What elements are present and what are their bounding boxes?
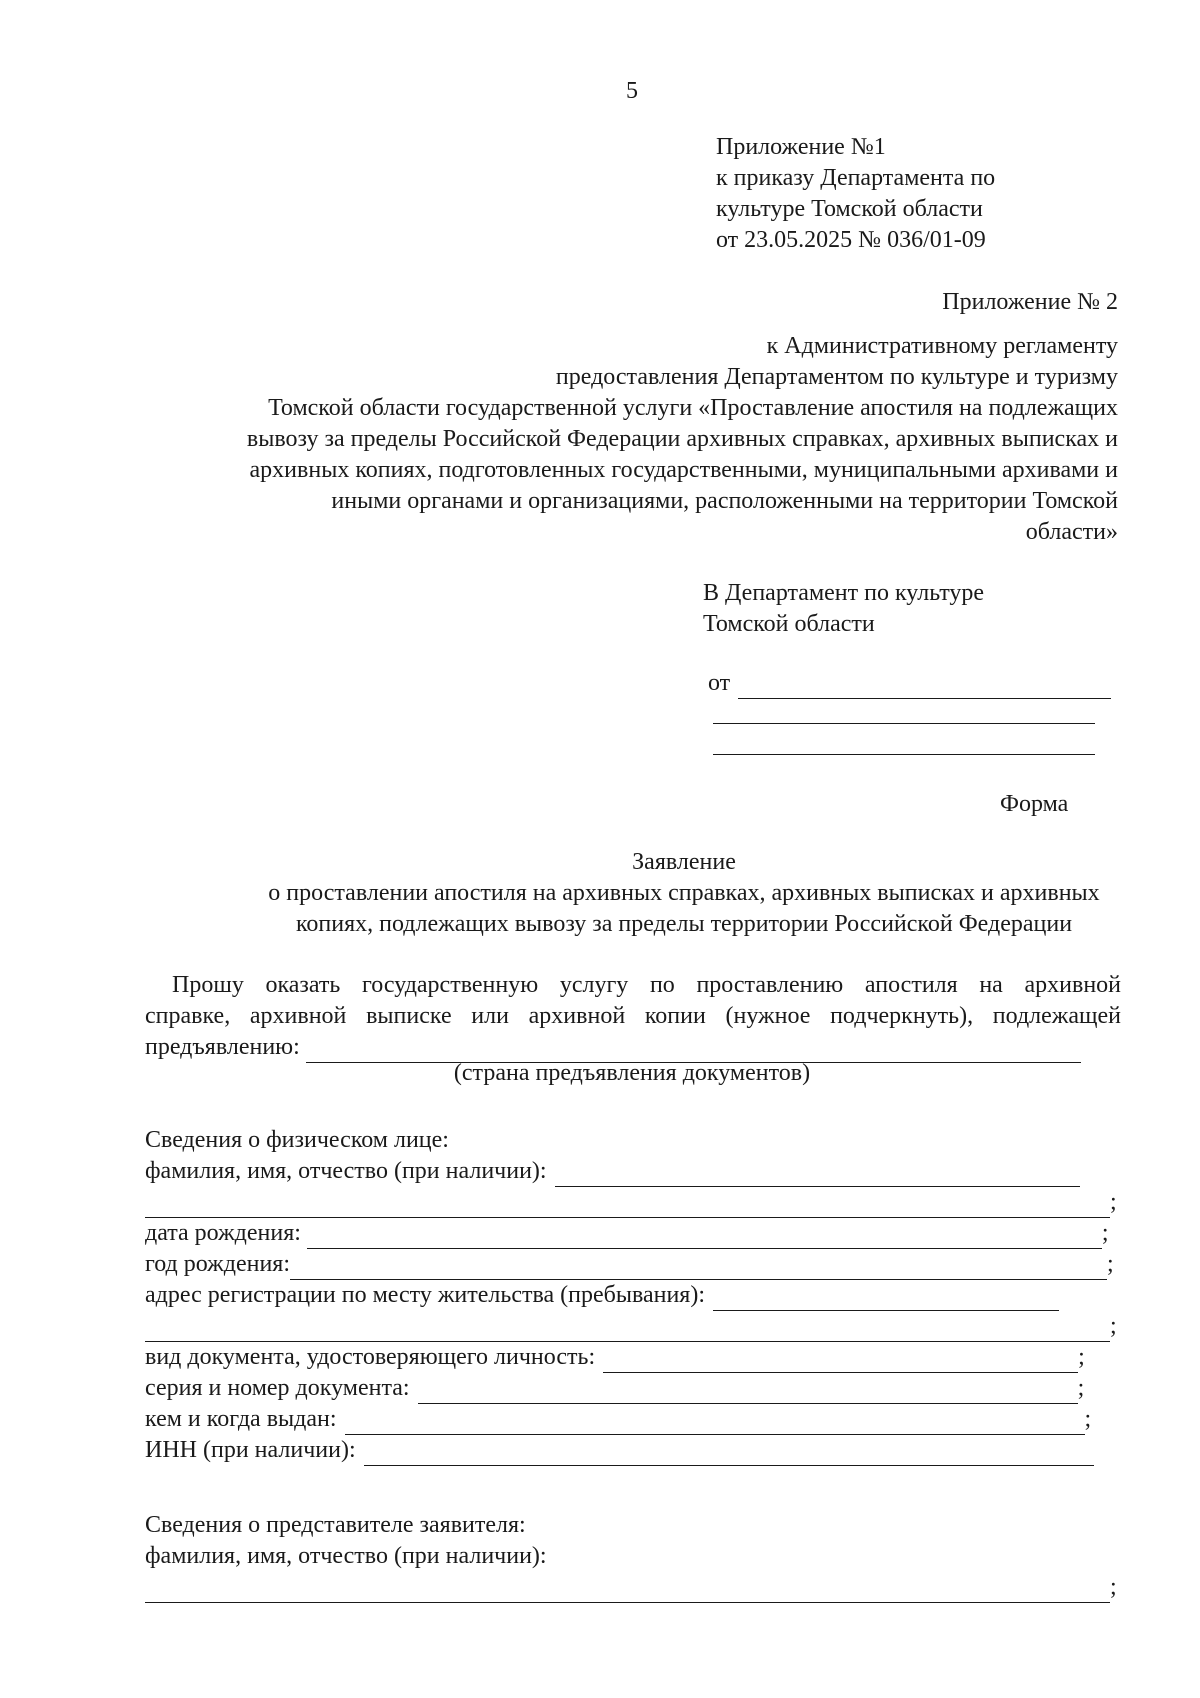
semicolon: ; [1110, 1189, 1117, 1215]
from-label: от [708, 670, 731, 696]
series-row [145, 1373, 1084, 1404]
individual-name-row [145, 1156, 1080, 1187]
appendix2-line: вывозу за пределы Российской Федерации архивных справках, архивных выписках и [246, 426, 1118, 452]
semicolon: ; [1101, 1220, 1109, 1246]
series-field[interactable] [418, 1379, 1078, 1404]
semicolon: ; [1077, 1375, 1085, 1401]
appendix1-block [716, 132, 995, 256]
address-field-2[interactable] [145, 1317, 1110, 1342]
inn-label: ИНН (при наличии): [145, 1437, 356, 1463]
appendix1-line: от 23.05.2025 № 036/01-09 [716, 227, 986, 253]
full-name-field[interactable] [555, 1162, 1080, 1187]
addressee-block [703, 578, 984, 640]
appendix2-line: Томской области государственной услуги «Проставление апостиля на подлежащих [268, 395, 1118, 421]
birth-date-label: дата рождения: [145, 1220, 301, 1246]
address-row [145, 1280, 1059, 1311]
appendix2-line: архивных копиях, подготовленных государственными, муниципальными архивами и [249, 457, 1118, 483]
addressee-line: Томской области [703, 611, 875, 637]
semicolon: ; [1110, 1313, 1117, 1339]
request-paragraph [145, 970, 1121, 1032]
request-line-2: справке, архивной выписке или архивной копии (нужное подчеркнуть), подлежащей [145, 1003, 1121, 1029]
appendix1-line: культуре Томской области [716, 196, 983, 222]
issued-label: кем и когда выдан: [145, 1406, 337, 1432]
inn-field[interactable] [364, 1441, 1094, 1466]
individual-name-row-2 [145, 1187, 1117, 1218]
issued-row [145, 1404, 1091, 1435]
form-label: Форма [1000, 791, 1069, 817]
full-name-label: фамилия, имя, отчество (при наличии): [145, 1158, 547, 1184]
address-row-2 [145, 1311, 1117, 1342]
id-doc-field[interactable] [603, 1348, 1078, 1373]
appendix1-line: к приказу Департамента по [716, 165, 996, 191]
birth-year-row [145, 1249, 1114, 1280]
request-line-1: Прошу оказать государственную услугу по проставлению апостиля на архивной [172, 972, 1121, 998]
appendix2-title: Приложение № 2 [942, 289, 1118, 315]
appendix2-line: области» [1025, 519, 1118, 545]
semicolon: ; [1107, 1251, 1114, 1277]
appendix2-line: иными органами и организациями, расположенными на территории Томской [331, 488, 1118, 514]
semicolon: ; [1110, 1574, 1117, 1600]
issued-field[interactable] [345, 1410, 1085, 1435]
address-field[interactable] [713, 1286, 1059, 1311]
birth-year-field[interactable] [290, 1255, 1107, 1280]
series-label: серия и номер документа: [145, 1375, 410, 1401]
address-label: адрес регистрации по месту жительства (пребывания): [145, 1282, 706, 1308]
representative-name-field[interactable] [145, 1578, 1110, 1603]
birth-date-field[interactable] [307, 1224, 1102, 1249]
title-heading: Заявление [632, 849, 736, 875]
country-caption: (страна предъявления документов) [453, 1060, 811, 1086]
representative-name-label: фамилия, имя, отчество (при наличии): [145, 1543, 547, 1569]
representative-heading: Сведения о представителе заявителя: [145, 1512, 526, 1538]
document-title [120, 847, 1200, 940]
from-field[interactable] [738, 674, 1111, 699]
appendix2-block [247, 331, 1118, 548]
birth-date-row [145, 1218, 1109, 1249]
id-doc-row [145, 1342, 1085, 1373]
id-doc-label: вид документа, удостоверяющего личность: [145, 1344, 596, 1370]
title-line: о проставлении апостиля на архивных справках, архивных выписках и архивных [268, 880, 1100, 906]
semicolon: ; [1078, 1344, 1085, 1370]
full-name-field-2[interactable] [145, 1193, 1110, 1218]
appendix2-line: предоставления Департаментом по культуре и туризму [555, 364, 1118, 390]
from-field-line-3[interactable] [713, 754, 1095, 755]
appendix2-line: к Административному регламенту [766, 333, 1118, 359]
from-field-line-2[interactable] [713, 723, 1095, 724]
appendix1-line: Приложение №1 [716, 134, 886, 160]
page-number: 5 [626, 78, 638, 104]
addressee-line: В Департамент по культуре [703, 580, 985, 606]
semicolon: ; [1084, 1406, 1092, 1432]
inn-row [145, 1435, 1094, 1466]
representative-name-row [145, 1572, 1117, 1603]
from-row [708, 668, 1111, 699]
birth-year-label: год рождения: [145, 1251, 291, 1277]
individual-heading: Сведения о физическом лице: [145, 1127, 449, 1153]
title-line: копиях, подлежащих вывозу за пределы территории Российской Федерации [295, 911, 1073, 937]
request-line-3-label: предъявлению: [145, 1034, 300, 1060]
